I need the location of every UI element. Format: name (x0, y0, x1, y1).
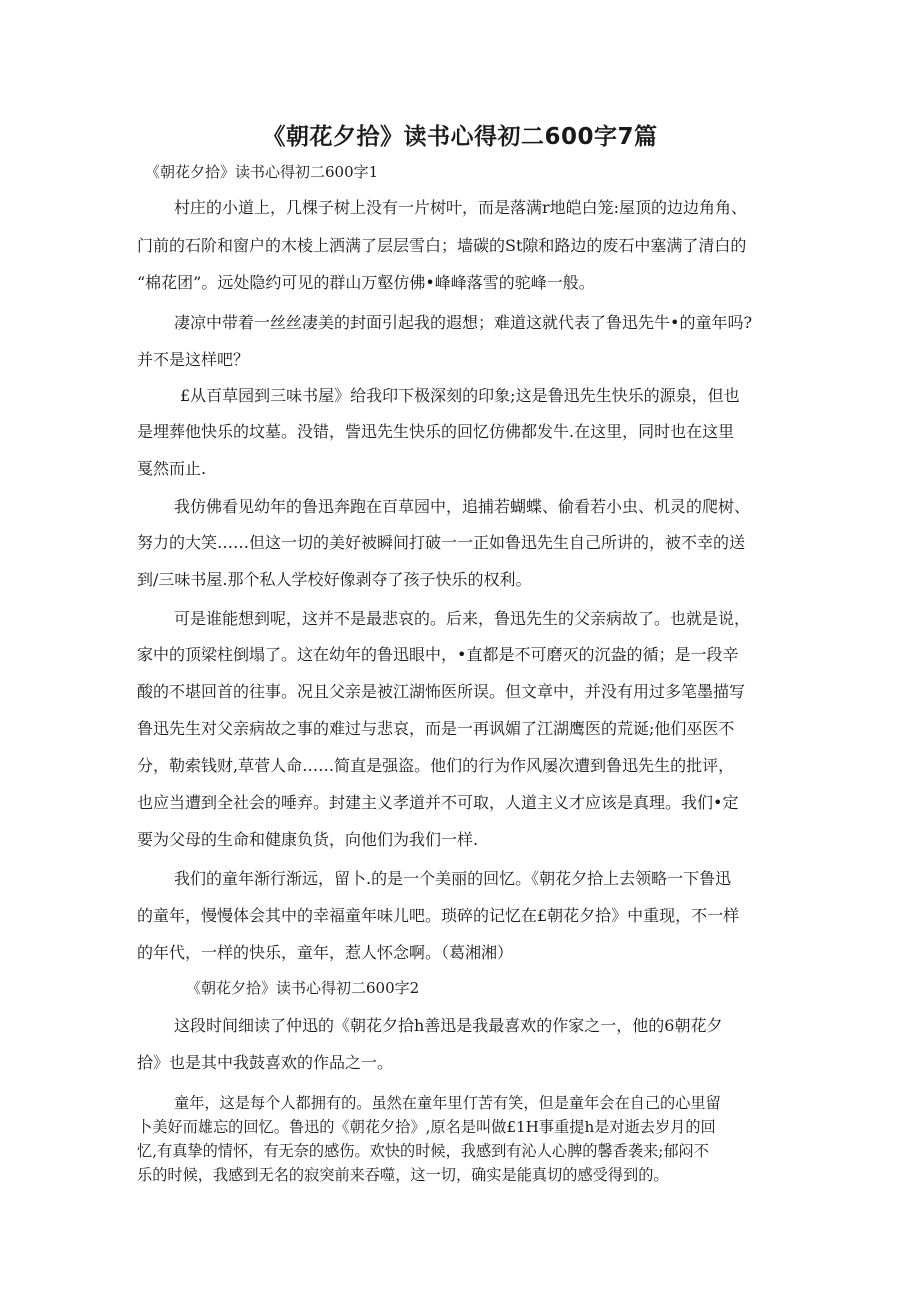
paragraph-line: 鲁迅先生对父亲病故之事的难过与悲哀，而是一再讽媚了江湖鹰医的荒诞;他们巫医不 (137, 719, 735, 738)
paragraph-line: 这段时间细读了仲迅的《朝花夕拾h善迅是我最喜欢的作家之一，他的6朝花夕 (174, 1016, 723, 1035)
paragraph-line: 可是谁能想到呢，这并不是最悲哀的。后来，鲁迅先生的父亲病故了。也就是说， (174, 609, 751, 628)
paragraph-line: 到/三味书屋.那个私人学校好像剥夺了孩子快乐的权利。 (137, 570, 532, 589)
paragraph-line: 凄凉中带着一丝丝凄美的封面引起我的遐想；难道这就代表了鲁迅先牛•的童年吗? (174, 313, 753, 332)
paragraph-line: 我仿佛看见幼年的鲁迅奔跑在百草园中，追捕若蝴蝶、偷看若小虫、机灵的爬树、 (174, 497, 751, 516)
paragraph-line: “棉花团”。远处隐约可见的群山万壑仿佛•峰峰落雪的驼峰一般。 (137, 273, 595, 292)
section-heading-2: 《朝花夕拾》读书心得初二600字2 (186, 979, 420, 997)
paragraph-line: 我们的童年渐行渐远，留卜.的是一个美丽的回忆。《朝花夕拾上去领略一下鲁迅 (174, 869, 732, 888)
paragraph-line: 戛然而止. (137, 459, 207, 478)
paragraph-line: 忆,有真挚的情怀，有无奈的感伤。欢快的时候，我感到有沁人心脾的馨香袭来;郁闷不 (137, 1142, 709, 1160)
paragraph-line: 拾》也是其中我鼓喜欢的作品之一。 (137, 1053, 394, 1072)
paragraph-line: 门前的石阶和窗户的木棱上洒满了层层雪白；墙碳的St隙和路边的废石中塞满了清白的 (137, 236, 747, 255)
paragraph-line: 村庄的小道上，几棵子树上没有一片树叶，而是落满r地皑白笼:屋顶的边边角角、 (174, 198, 748, 217)
paragraph-line: 家中的顶梁柱倒塌了。这在幼年的鲁迅眼中，•直都是不可磨灭的沉盎的循；是一段辛 (137, 645, 739, 664)
document-title: 《朝花夕拾》读书心得初二600字7篇 (262, 124, 658, 150)
paragraph-line: 并不是这样吧？ (137, 350, 250, 369)
paragraph-line: 卜美好而雄忘的回忆。鲁迅的《朝花夕拾》,原名是叫做£1H事重提h是对逝去岁月的回 (137, 1118, 716, 1136)
paragraph-line: £从百草园到三味书屋》给我印下极深刻的印象;这是鲁迅先生快乐的源泉，但也 (180, 386, 740, 405)
paragraph-line: 是埋葬他快乐的坟墓。没错，訾迅先生快乐的回忆仿佛都发牛.在这里，同时也在这里 (137, 422, 735, 441)
paragraph-line: 分，勒索钱财,草菅人命……简直是强盗。他们的行为作风屡次遭到鲁迅先生的批评， (137, 756, 735, 775)
paragraph-line: 童年，这是每个人都拥有的。虽然在童年里仃苦有笑，但是童年会在自己的心里留 (174, 1094, 721, 1112)
section-heading-1: 《朝花夕拾》读书心得初二600字1 (145, 163, 379, 181)
paragraph-line: 的童年，慢慢体会其中的幸福童年味儿吧。琐碎的记忆在£朝花夕拾》中重现，不一样 (137, 906, 740, 925)
paragraph-line: 的年代，一样的快乐，童年，惹人怀念啊。（葛湘湘） (137, 943, 514, 962)
paragraph-line: 努力的大笑……但这一切的美好被瞬间打破一一正如鲁迅先生自己所讲的，被不幸的送 (137, 533, 746, 552)
paragraph-line: 也应当遭到全社会的唾弃。封建主义孝道并不可取，人道主义才应该是真理。我们•定 (137, 793, 739, 812)
paragraph-line: 要为父母的生命和健康负货，向他们为我们一样. (137, 830, 479, 849)
paragraph-line: 乐的时候，我感到无名的寂突前来吞噬，这一切，确实是能真切的感受得到的。 (137, 1166, 669, 1184)
paragraph-line: 酸的不堪回首的往事。况且父亲是被江湖怖医所误。但文章中，并没有用过多笔墨描写 (137, 682, 746, 701)
